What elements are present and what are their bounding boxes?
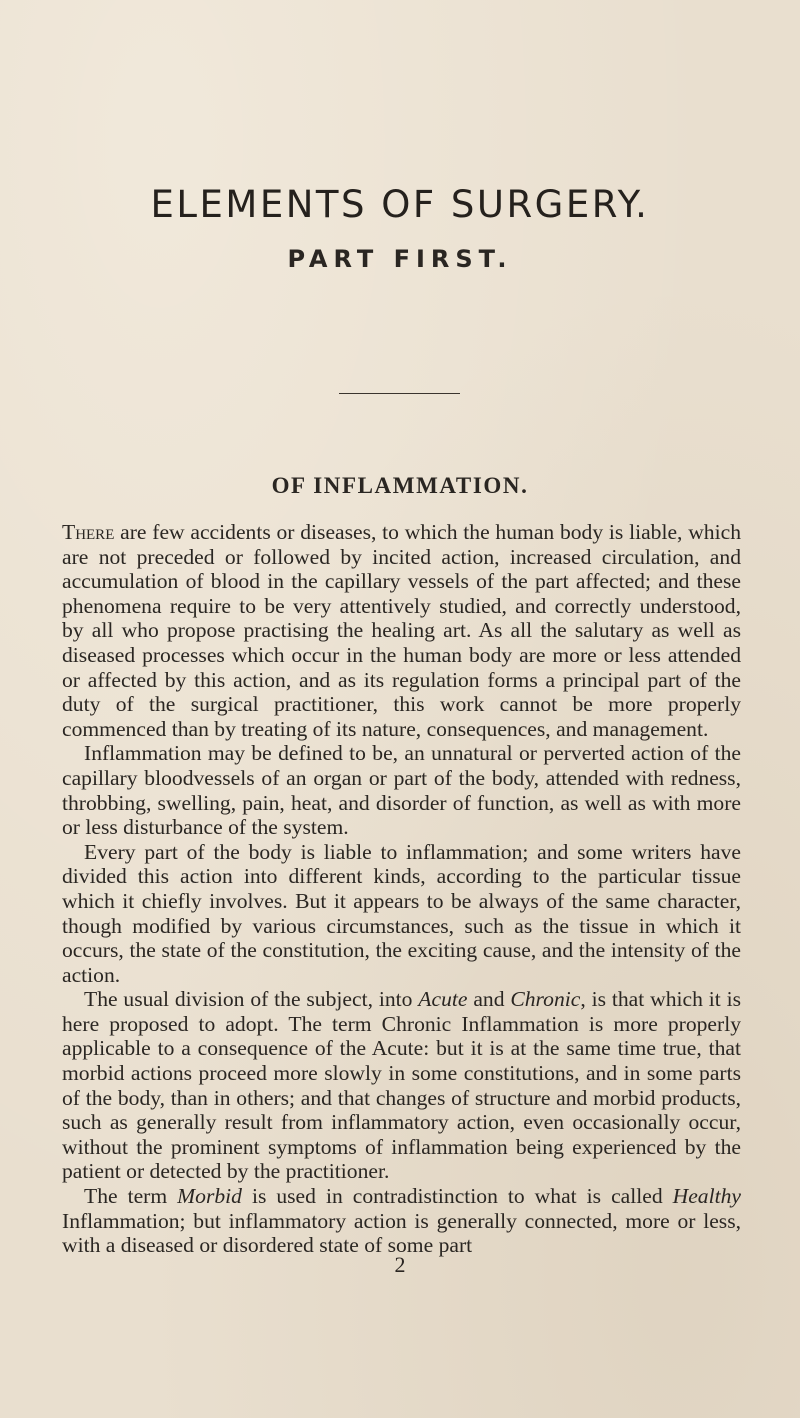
paragraph-text: , is that which it is here proposed to adopt. The term Chronic Inflammation is more properly applicable to a consequence of the Acute: but it is at the same time true, that morbid actions proceed more slowly in some constitutions, and in some parts of the body, than in others; and that changes of structure and morbid products, such as generally result from inflammatory action, even occasionally occur, without the prominent symptoms of inflammation being experienced by the patient or detected by the practitioner. — [62, 987, 741, 1184]
drop-word: There — [62, 520, 115, 544]
paragraph-1 — [62, 520, 741, 741]
part-title: PART FIRST. — [287, 245, 513, 273]
paragraph-3: Every part of the body is liable to inflammation; and some writers have divided this action into different kinds, according to the particular tissue which it chiefly involves. But it appears to be always of the same character, though modified by various circumstances, such as the tissue in which it occurs, the state of the constitution, the exciting cause, and the intensity of the action. — [62, 839, 741, 987]
paragraph-text: is used in contradistinction to what is called — [241, 1184, 673, 1209]
paragraph-2: Inflammation may be defined to be, an unnatural or perverted action of the capillary bloodvessels of an organ or part of the body, attended with redness, throbbing, swelling, pain, heat, and disorder of function, as well as with more or less disturbance of the system. — [62, 741, 741, 840]
page-number: 2 — [394, 1252, 406, 1277]
italic-term-acute: Acute — [418, 987, 468, 1012]
paragraph-text: are few accidents or diseases, to which the human body is liable, which are not preceded or followed by incited action, increased circulation, and accumulation of blood in the capillary vessels of the part affected; and these phenomena require to be very attentively studied, and correctly understood, by all who propose practising the healing art. As all the salutary as well as diseased processes which occur in the human body are more or less attended or affected by this action, and as its regulation forms a principal part of the duty of the surgical practitioner, this work cannot be more properly commenced than by treating of its nature, consequences, and management. — [62, 520, 741, 741]
body-text — [62, 520, 741, 1258]
paragraph-4 — [62, 987, 741, 1184]
paragraph-text: Inflammation; but inflammatory action is generally connected, more or less, with a diseased or disordered state of some part — [62, 1208, 741, 1258]
paragraph-5 — [62, 1184, 741, 1258]
paragraph-text: and — [467, 987, 511, 1012]
paragraph-text: The usual division of the subject, into — [84, 987, 419, 1012]
book-title: ELEMENTS OF SURGERY. — [150, 183, 650, 226]
italic-term-healthy: Healthy — [672, 1184, 741, 1209]
italic-term-chronic: Chronic — [510, 987, 581, 1012]
italic-term-morbid: Morbid — [177, 1184, 242, 1209]
paragraph-text: The term — [84, 1184, 178, 1209]
section-divider — [339, 393, 460, 394]
section-title: OF INFLAMMATION. — [271, 473, 529, 498]
